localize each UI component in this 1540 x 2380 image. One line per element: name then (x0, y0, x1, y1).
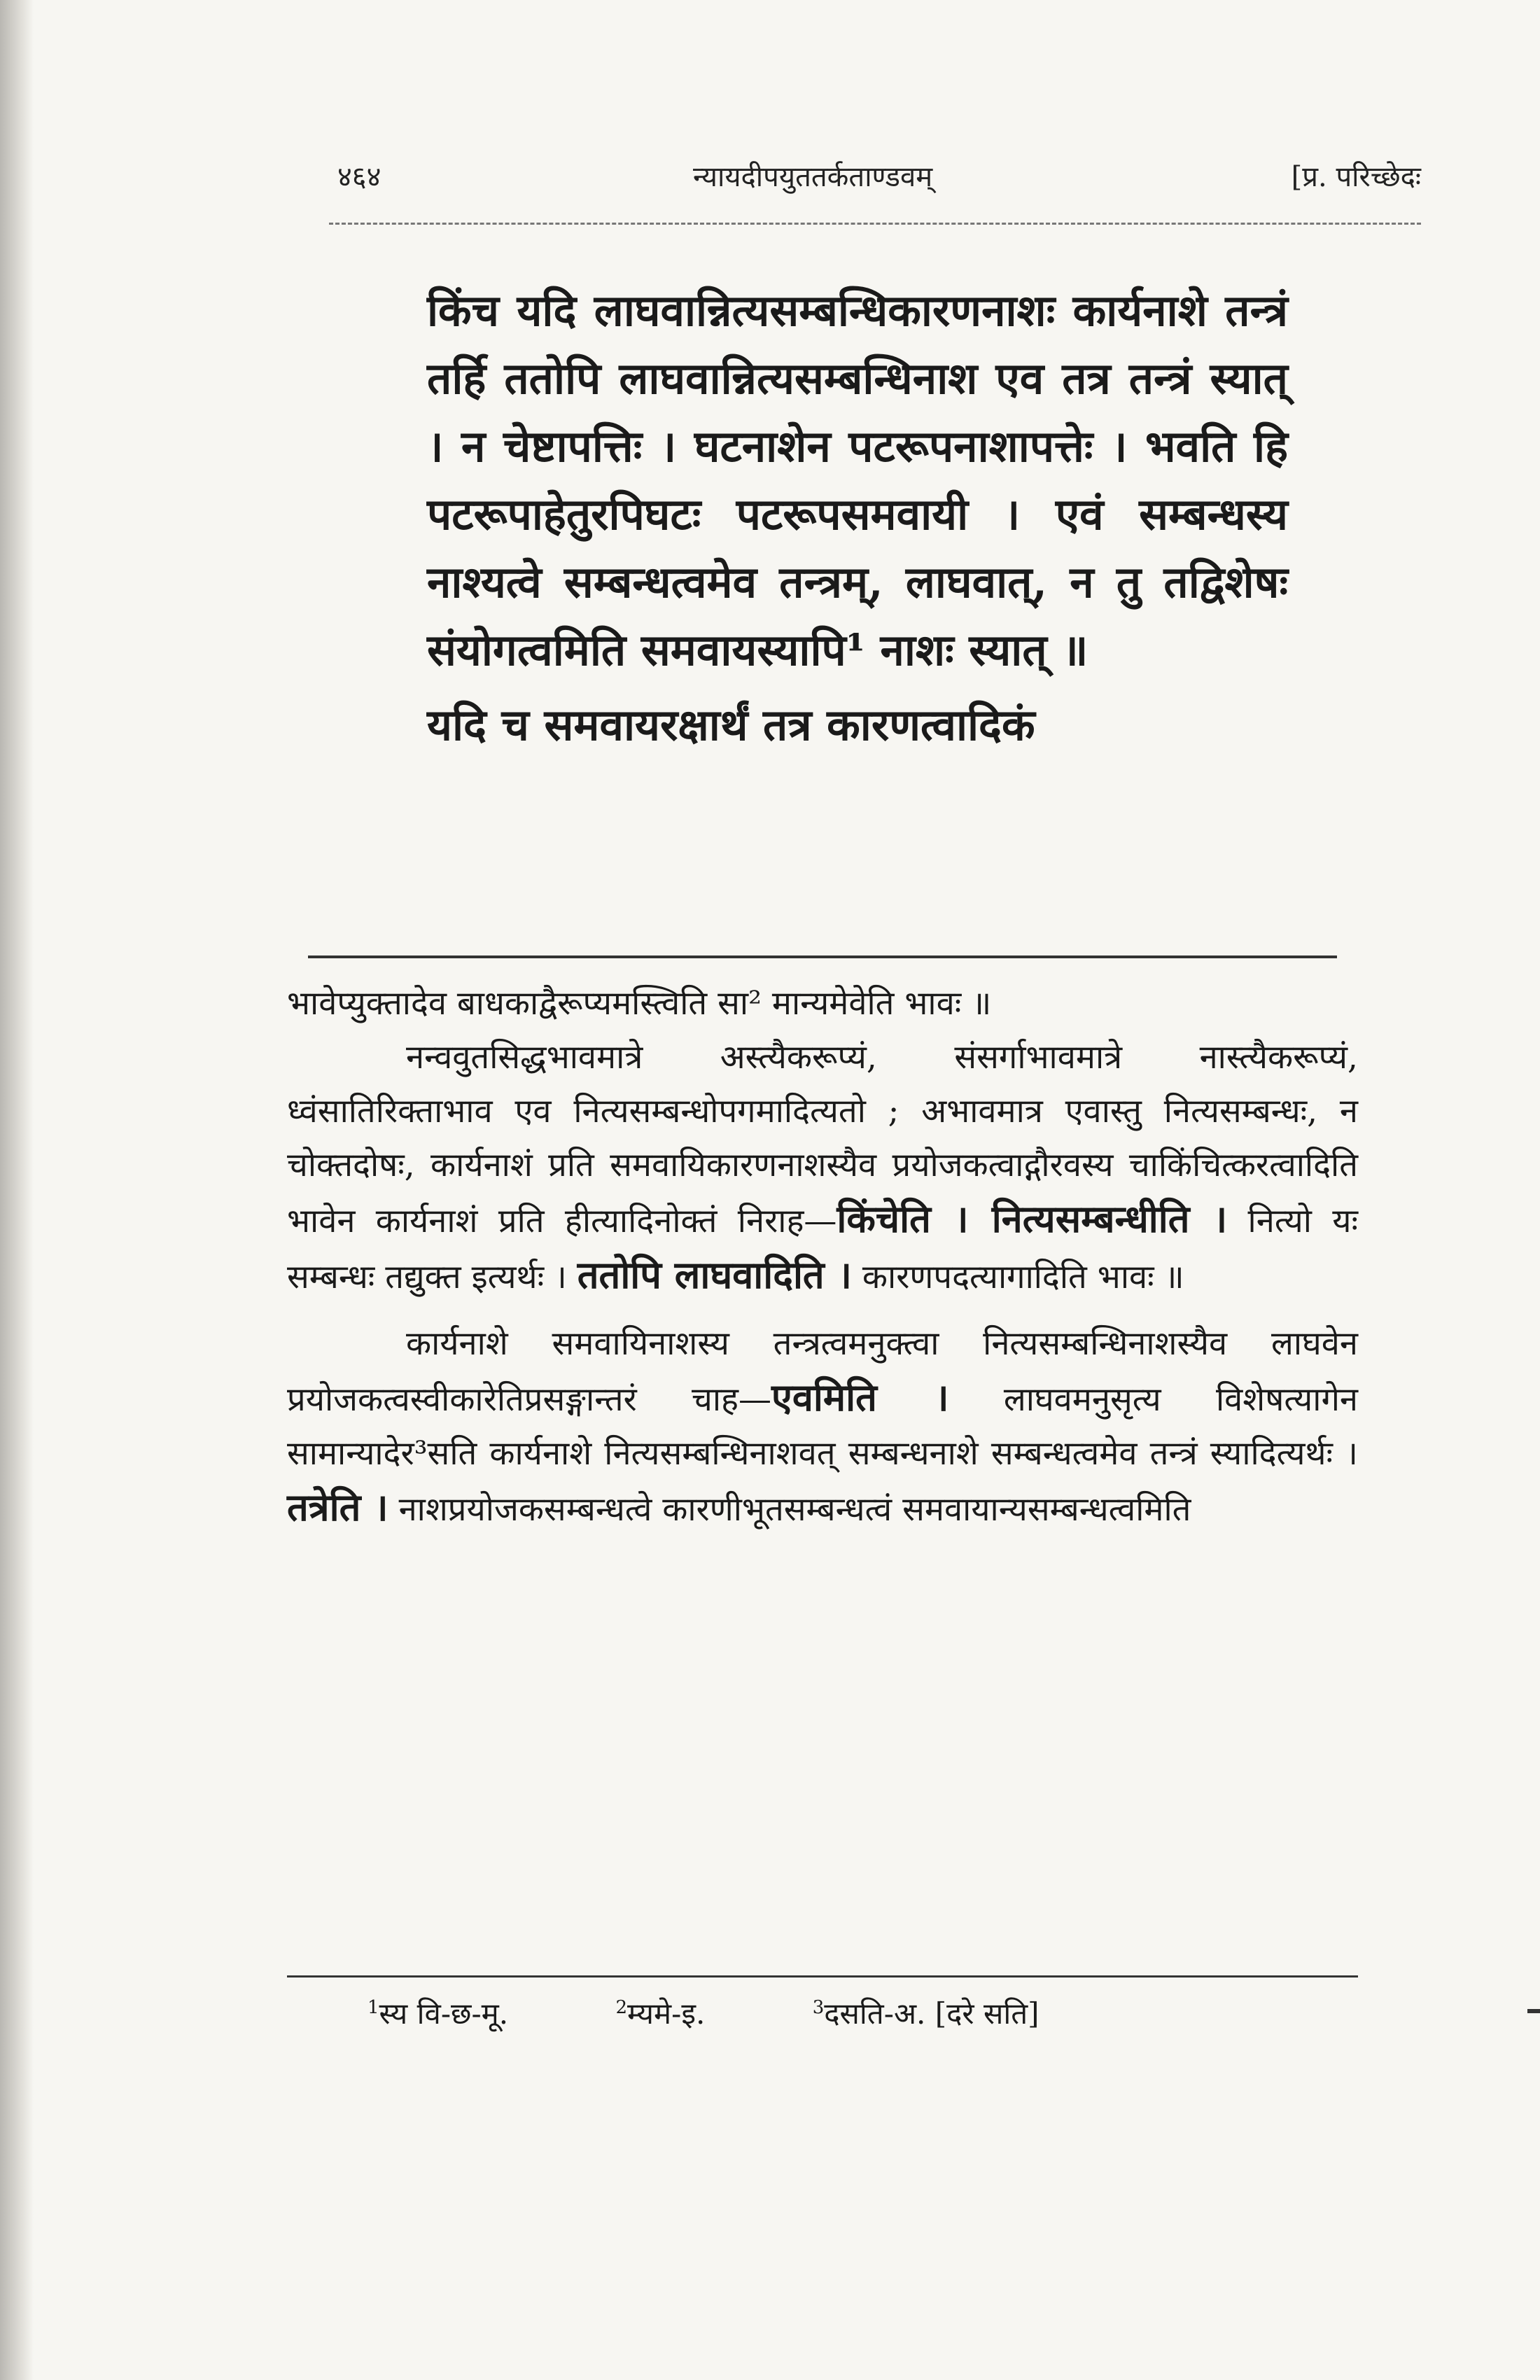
margin-mark (1527, 2009, 1540, 2013)
commentary-paragraph (287, 1317, 1358, 1536)
footnote-marker: 3 (812, 1997, 825, 2018)
commentary-text: कार्यनाशे समवायिनाशस्य तन्त्रत्वमनुक्त्वा नित्यसम्बन्धिनाशस्यैव लाघवेन प्रयोजकत्वस्वीकारेतिप्रसङ्गान्तरं चाह— (287, 1324, 1358, 1419)
main-text-continuation: यदि च समवायरक्षार्थं तत्र कारणत्वादिकं (427, 699, 1035, 750)
footnote-text: दसति-अ. [दरे सति] (824, 1996, 1040, 2031)
book-title: न्यायदीपयुततर्कताण्डवम् (693, 161, 933, 193)
commentary-text: कारणपदत्यागादिति भावः ॥ (851, 1258, 1184, 1296)
page-number: ४६४ (337, 161, 382, 193)
footnote-marker: 2 (615, 1997, 628, 2018)
footnote-divider (287, 1975, 1358, 1977)
section-label: [प्र. परिच्छेदः (1291, 161, 1421, 193)
main-text-block (427, 276, 1288, 759)
main-commentary-divider (308, 955, 1337, 958)
main-text-paragraph: किंच यदि लाघवान्नित्यसम्बन्धिकारणनाशः कार्यनाशे तन्त्रं तर्हि ततोपि लाघवान्नित्यसम्बन्धिनाश एव तत्र तन्त्रं स्यात् । न चेष्टापत्तिः । घटनाशेन पटरूपनाशापत्तेः । भवति हि पटरूपाहेतुरपिघटः पटरूपसमवायी । एवं सम्बन्धस्य नाश्यत्वे सम्बन्धत्वमेव तन्त्रम्, लाघवात्, न तु तद्विशेषः संयोगत्वमिति समवायस्यापि¹ नाशः स्यात् ॥ (427, 285, 1288, 676)
footnote-text: म्यमे-इ. (627, 1996, 706, 2031)
lemma-text: किंचेति । नित्यसम्बन्धीति । (836, 1196, 1228, 1241)
commentary-block (287, 976, 1358, 1536)
lemma-text: ततोपि लाघवादिति । (577, 1252, 852, 1297)
commentary-text: नित्यो यः सम्बन्धः तद्युक्त इत्यर्थः । (287, 1202, 1358, 1296)
footnotes (368, 1987, 1278, 2035)
footnote-2 (615, 1987, 754, 2035)
commentary-text: लाघवमनुसृत्य विशेषत्यागेन सामान्यादेर³सति कार्यनाशे नित्यसम्बन्धिनाशवत् सम्बन्धनाशे सम्बन्धत्वमेव तन्त्रं स्यादित्यर्थः । (287, 1380, 1358, 1473)
lemma-text: तत्रेति । (287, 1485, 388, 1530)
commentary-text: नाशप्रयोजकसम्बन्धत्वे कारणीभूतसम्बन्धत्वं समवायान्यसम्बन्धत्वमिति (388, 1490, 1191, 1529)
lemma-text: एवमिति । (771, 1375, 949, 1420)
footnote-1 (368, 1987, 557, 2035)
commentary-paragraph (287, 1030, 1358, 1304)
footnote-marker: 1 (368, 1997, 379, 2018)
commentary-text: नन्ववुतसिद्धभावमात्रे अस्त्यैकरूप्यं, संसर्गाभावमात्रे नास्त्यैकरूप्यं, ध्वंसातिरिक्ताभाव एव नित्यसम्बन्धोपगमादित्यतो ; अभावमात्र एवास्तु नित्यसम्बन्धः, न चोक्तदोषः, कार्यनाशं प्रति समवायिकारणनाशस्यैव प्रयोजकत्वाद्गौरवस्य चाकिंचित्करत्वादिति भावेन कार्यनाशं प्रति हीत्यादिनोक्तं निराह— (287, 1038, 1358, 1240)
footnote-3 (813, 1987, 1088, 2035)
commentary-paragraph: भावेप्युक्तादेव बाधकाद्वैरूप्यमस्त्विति सा² मान्यमेवेति भावः ॥ (287, 984, 992, 1023)
footnote-text: स्य वि-छ-मू. (379, 1996, 509, 2031)
book-binding-edge (0, 0, 34, 2380)
running-header (329, 150, 1421, 206)
header-divider (329, 223, 1421, 225)
